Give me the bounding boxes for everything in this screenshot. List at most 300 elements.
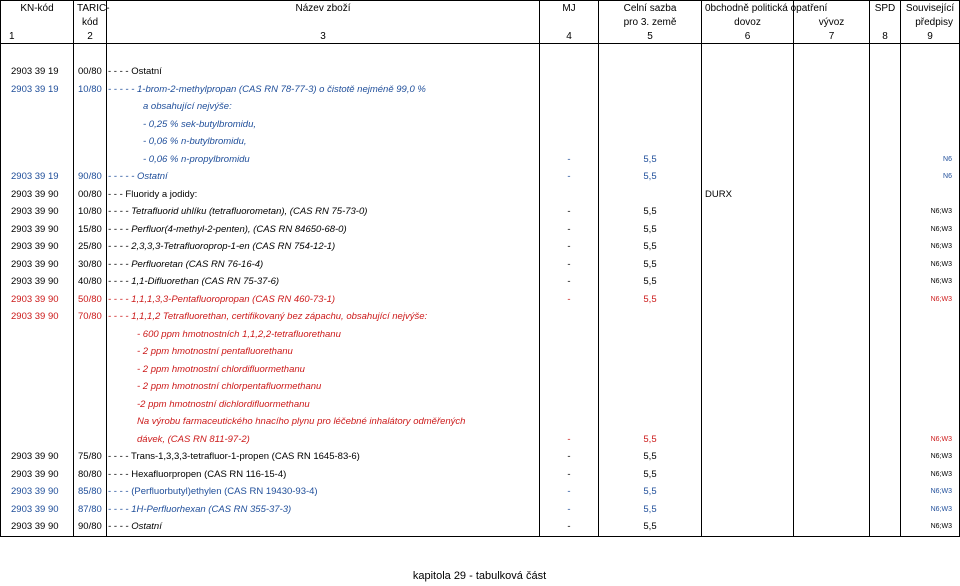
- spd-cell: [870, 256, 901, 274]
- table-row: [1, 396, 960, 414]
- description-cell: - 2 ppm hmotnostní pentafluorethanu: [107, 343, 540, 361]
- export-measure-cell: [794, 413, 870, 431]
- description-cell: -2 ppm hmotnostní dichlordifluormethanu: [107, 396, 540, 414]
- kn-code-cell: [1, 343, 74, 361]
- table-row: [1, 273, 960, 291]
- duty-rate-cell: 5,5: [599, 448, 702, 466]
- taric-code-cell: 00/80: [74, 186, 107, 204]
- table-row: [1, 186, 960, 204]
- taric-code-cell: 15/80: [74, 221, 107, 239]
- import-measure-cell: [702, 326, 794, 344]
- header-cell: Celní sazba: [599, 1, 702, 16]
- table-row: [1, 151, 960, 169]
- table-row: [1, 221, 960, 239]
- export-measure-cell: [794, 326, 870, 344]
- description-cell: a obsahující nejvýše:: [107, 98, 540, 116]
- table-row: [1, 81, 960, 99]
- import-measure-cell: [702, 151, 794, 169]
- unit-cell: [540, 98, 599, 116]
- table-row: [1, 133, 960, 151]
- taric-code-cell: 25/80: [74, 238, 107, 256]
- spd-cell: [870, 501, 901, 519]
- kn-code-cell: [1, 396, 74, 414]
- regulations-cell: N6;W3: [901, 483, 960, 501]
- duty-rate-cell: [599, 186, 702, 204]
- empty-cell: [901, 44, 960, 64]
- spd-cell: [870, 448, 901, 466]
- description-cell: - - - - 1,1-Difluorethan (CAS RN 75-37-6): [107, 273, 540, 291]
- taric-code-cell: 90/80: [74, 518, 107, 536]
- table-row: [1, 378, 960, 396]
- export-measure-cell: [794, 151, 870, 169]
- spd-cell: [870, 273, 901, 291]
- table-row: [1, 361, 960, 379]
- header-row-subtitles: [1, 15, 960, 29]
- description-cell: - - - - Tetrafluorid uhlíku (tetrafluorometan), (CAS RN 75-73-0): [107, 203, 540, 221]
- export-measure-cell: [794, 431, 870, 449]
- header-cell: [870, 15, 901, 29]
- kn-code-cell: [1, 98, 74, 116]
- export-measure-cell: [794, 378, 870, 396]
- unit-cell: [540, 81, 599, 99]
- header-cell: MJ: [540, 1, 599, 16]
- unit-cell: [540, 326, 599, 344]
- duty-rate-cell: 5,5: [599, 501, 702, 519]
- table-row: [1, 518, 960, 536]
- header-cell: 8: [870, 29, 901, 44]
- table-row: [1, 343, 960, 361]
- export-measure-cell: [794, 116, 870, 134]
- regulations-cell: [901, 116, 960, 134]
- kn-code-cell: 2903 39 90: [1, 291, 74, 309]
- spd-cell: [870, 466, 901, 484]
- export-measure-cell: [794, 448, 870, 466]
- unit-cell: -: [540, 483, 599, 501]
- header-cell: 6: [702, 29, 794, 44]
- taric-code-cell: 80/80: [74, 466, 107, 484]
- regulations-cell: [901, 308, 960, 326]
- duty-rate-cell: [599, 63, 702, 81]
- unit-cell: -: [540, 273, 599, 291]
- description-cell: - - - - Perfluor(4-methyl-2-penten), (CAS RN 84650-68-0): [107, 221, 540, 239]
- header-row-numbers: [1, 29, 960, 44]
- header-cell: 9: [901, 29, 960, 44]
- duty-rate-cell: 5,5: [599, 291, 702, 309]
- empty-cell: [1, 44, 74, 64]
- empty-cell: [870, 44, 901, 64]
- regulations-cell: N6;W3: [901, 221, 960, 239]
- regulations-cell: [901, 98, 960, 116]
- kn-code-cell: 2903 39 90: [1, 256, 74, 274]
- spd-cell: [870, 326, 901, 344]
- import-measure-cell: [702, 483, 794, 501]
- regulations-cell: [901, 378, 960, 396]
- header-cell: 2: [74, 29, 107, 44]
- taric-code-cell: 85/80: [74, 483, 107, 501]
- header-cell: SPD: [870, 1, 901, 16]
- spd-cell: [870, 186, 901, 204]
- duty-rate-cell: 5,5: [599, 483, 702, 501]
- regulations-cell: N6;W3: [901, 466, 960, 484]
- import-measure-cell: [702, 396, 794, 414]
- taric-code-cell: [74, 378, 107, 396]
- kn-code-cell: 2903 39 19: [1, 81, 74, 99]
- taric-code-cell: [74, 343, 107, 361]
- regulations-cell: [901, 63, 960, 81]
- regulations-cell: [901, 186, 960, 204]
- unit-cell: [540, 361, 599, 379]
- import-measure-cell: [702, 291, 794, 309]
- duty-rate-cell: [599, 116, 702, 134]
- export-measure-cell: [794, 308, 870, 326]
- unit-cell: -: [540, 431, 599, 449]
- taric-code-cell: 10/80: [74, 81, 107, 99]
- unit-cell: -: [540, 221, 599, 239]
- unit-cell: -: [540, 518, 599, 536]
- table-row: [1, 308, 960, 326]
- regulations-cell: N6: [901, 151, 960, 169]
- kn-code-cell: [1, 326, 74, 344]
- page-footer: kapitola 29 - tabulková část: [412, 570, 547, 582]
- empty-cell: [74, 44, 107, 64]
- spd-cell: [870, 518, 901, 536]
- duty-rate-cell: 5,5: [599, 256, 702, 274]
- duty-rate-cell: 5,5: [599, 518, 702, 536]
- table-row: [1, 448, 960, 466]
- spd-cell: [870, 378, 901, 396]
- duty-rate-cell: 5,5: [599, 238, 702, 256]
- taric-code-cell: [74, 396, 107, 414]
- description-cell: - 2 ppm hmotnostní chlorpentafluormethanu: [107, 378, 540, 396]
- duty-rate-cell: [599, 396, 702, 414]
- export-measure-cell: [794, 256, 870, 274]
- unit-cell: -: [540, 168, 599, 186]
- table-row: [1, 203, 960, 221]
- export-measure-cell: [794, 396, 870, 414]
- duty-rate-cell: [599, 133, 702, 151]
- duty-rate-cell: 5,5: [599, 151, 702, 169]
- duty-rate-cell: [599, 326, 702, 344]
- table-row: [1, 431, 960, 449]
- kn-code-cell: [1, 378, 74, 396]
- unit-cell: [540, 133, 599, 151]
- regulations-cell: [901, 396, 960, 414]
- description-cell: - - - - (Perfluorbutyl)ethylen (CAS RN 19430-93-4): [107, 483, 540, 501]
- description-cell: - - - - 1H-Perfluorhexan (CAS RN 355-37-3): [107, 501, 540, 519]
- header-cell: Název zboží: [107, 1, 540, 16]
- import-measure-cell: [702, 133, 794, 151]
- import-measure-cell: [702, 116, 794, 134]
- export-measure-cell: [794, 483, 870, 501]
- description-cell: - - - - - 1-brom-2-methylpropan (CAS RN 78-77-3) o čistotě nejméně 99,0 %: [107, 81, 540, 99]
- regulations-cell: N6;W3: [901, 291, 960, 309]
- regulations-cell: N6: [901, 168, 960, 186]
- import-measure-cell: [702, 63, 794, 81]
- duty-rate-cell: [599, 378, 702, 396]
- spd-cell: [870, 203, 901, 221]
- spd-cell: [870, 133, 901, 151]
- kn-code-cell: [1, 361, 74, 379]
- regulations-cell: [901, 326, 960, 344]
- header-cell: 0bchodně politická opatření: [702, 1, 794, 16]
- header-cell: 1: [1, 29, 74, 44]
- duty-rate-cell: [599, 343, 702, 361]
- export-measure-cell: [794, 98, 870, 116]
- export-measure-cell: [794, 343, 870, 361]
- duty-rate-cell: 5,5: [599, 221, 702, 239]
- description-cell: - - - - Ostatní: [107, 518, 540, 536]
- regulations-cell: N6;W3: [901, 501, 960, 519]
- description-cell: dávek, (CAS RN 811-97-2): [107, 431, 540, 449]
- header-cell: 3: [107, 29, 540, 44]
- description-cell: - - - Fluoridy a jodidy:: [107, 186, 540, 204]
- unit-cell: -: [540, 151, 599, 169]
- header-cell: 4: [540, 29, 599, 44]
- header-cell: TARIC-: [74, 1, 107, 16]
- unit-cell: -: [540, 448, 599, 466]
- regulations-cell: N6;W3: [901, 203, 960, 221]
- import-measure-cell: [702, 238, 794, 256]
- header-row-titles: [1, 1, 960, 16]
- import-measure-cell: [702, 378, 794, 396]
- duty-rate-cell: 5,5: [599, 168, 702, 186]
- export-measure-cell: [794, 186, 870, 204]
- description-cell: - - - - - Ostatní: [107, 168, 540, 186]
- header-cell: KN-kód: [1, 1, 74, 16]
- table-row: [1, 413, 960, 431]
- export-measure-cell: [794, 133, 870, 151]
- taric-code-cell: 87/80: [74, 501, 107, 519]
- header-cell: 7: [794, 29, 870, 44]
- unit-cell: -: [540, 203, 599, 221]
- export-measure-cell: [794, 291, 870, 309]
- unit-cell: -: [540, 291, 599, 309]
- duty-rate-cell: [599, 81, 702, 99]
- header-cell: [1, 15, 74, 29]
- taric-code-cell: 10/80: [74, 203, 107, 221]
- spd-cell: [870, 361, 901, 379]
- spd-cell: [870, 396, 901, 414]
- table-row: [1, 256, 960, 274]
- duty-rate-cell: [599, 308, 702, 326]
- regulations-cell: N6;W3: [901, 518, 960, 536]
- description-cell: - - - - 1,1,1,3,3-Pentafluoropropan (CAS RN 460-73-1): [107, 291, 540, 309]
- taric-code-cell: 00/80: [74, 63, 107, 81]
- spd-cell: [870, 63, 901, 81]
- import-measure-cell: [702, 273, 794, 291]
- description-cell: - - - - Trans-1,3,3,3-tetrafluor-1-propen (CAS RN 1645-83-6): [107, 448, 540, 466]
- export-measure-cell: [794, 466, 870, 484]
- description-cell: - - - - Perfluoretan (CAS RN 76-16-4): [107, 256, 540, 274]
- import-measure-cell: [702, 168, 794, 186]
- kn-code-cell: [1, 431, 74, 449]
- taric-code-cell: [74, 361, 107, 379]
- spd-cell: [870, 431, 901, 449]
- table-row: [1, 483, 960, 501]
- kn-code-cell: 2903 39 90: [1, 466, 74, 484]
- import-measure-cell: [702, 81, 794, 99]
- taric-code-cell: 75/80: [74, 448, 107, 466]
- regulations-cell: [901, 343, 960, 361]
- taric-code-cell: 30/80: [74, 256, 107, 274]
- taric-code-cell: [74, 413, 107, 431]
- import-measure-cell: [702, 501, 794, 519]
- export-measure-cell: [794, 168, 870, 186]
- description-cell: - - - - 1,1,1,2 Tetrafluorethan, certifikovaný bez zápachu, obsahující nejvýše:: [107, 308, 540, 326]
- spd-cell: [870, 116, 901, 134]
- table-row: [1, 98, 960, 116]
- import-measure-cell: DURX: [702, 186, 794, 204]
- unit-cell: -: [540, 466, 599, 484]
- taric-code-cell: [74, 151, 107, 169]
- kn-code-cell: [1, 116, 74, 134]
- import-measure-cell: [702, 413, 794, 431]
- table-row: [1, 116, 960, 134]
- regulations-cell: N6;W3: [901, 238, 960, 256]
- import-measure-cell: [702, 98, 794, 116]
- header-cell: Související: [901, 1, 960, 16]
- header-cell: kód: [74, 15, 107, 29]
- taric-code-cell: [74, 431, 107, 449]
- import-measure-cell: [702, 256, 794, 274]
- table-body: [1, 44, 960, 537]
- table-row: [1, 466, 960, 484]
- unit-cell: -: [540, 256, 599, 274]
- table-row: [1, 168, 960, 186]
- taric-code-cell: 90/80: [74, 168, 107, 186]
- spd-cell: [870, 151, 901, 169]
- import-measure-cell: [702, 308, 794, 326]
- export-measure-cell: [794, 273, 870, 291]
- header-cell: [107, 15, 540, 29]
- table-row: [1, 501, 960, 519]
- description-cell: - 0,25 % sek-butylbromidu,: [107, 116, 540, 134]
- export-measure-cell: [794, 501, 870, 519]
- regulations-cell: N6;W3: [901, 431, 960, 449]
- header-cell: [540, 15, 599, 29]
- taric-code-cell: [74, 98, 107, 116]
- unit-cell: [540, 186, 599, 204]
- kn-code-cell: [1, 133, 74, 151]
- import-measure-cell: [702, 203, 794, 221]
- taric-code-cell: 40/80: [74, 273, 107, 291]
- kn-code-cell: 2903 39 90: [1, 308, 74, 326]
- spd-cell: [870, 483, 901, 501]
- export-measure-cell: [794, 518, 870, 536]
- empty-cell: [107, 44, 540, 64]
- duty-rate-cell: [599, 413, 702, 431]
- unit-cell: [540, 116, 599, 134]
- description-cell: - - - - Ostatní: [107, 63, 540, 81]
- spd-cell: [870, 413, 901, 431]
- taric-code-cell: [74, 133, 107, 151]
- table-row: [1, 291, 960, 309]
- import-measure-cell: [702, 518, 794, 536]
- kn-code-cell: 2903 39 90: [1, 448, 74, 466]
- spd-cell: [870, 98, 901, 116]
- regulations-cell: [901, 81, 960, 99]
- regulations-cell: N6;W3: [901, 448, 960, 466]
- regulations-cell: [901, 361, 960, 379]
- unit-cell: [540, 308, 599, 326]
- spd-cell: [870, 343, 901, 361]
- unit-cell: [540, 343, 599, 361]
- import-measure-cell: [702, 448, 794, 466]
- header-cell: dovoz: [702, 15, 794, 29]
- spacer-row: [1, 44, 960, 64]
- unit-cell: [540, 396, 599, 414]
- empty-cell: [540, 44, 599, 64]
- unit-cell: -: [540, 501, 599, 519]
- import-measure-cell: [702, 431, 794, 449]
- description-cell: - - - - Hexafluorpropen (CAS RN 116-15-4): [107, 466, 540, 484]
- taric-code-cell: 50/80: [74, 291, 107, 309]
- regulations-cell: N6;W3: [901, 273, 960, 291]
- unit-cell: [540, 378, 599, 396]
- kn-code-cell: 2903 39 90: [1, 518, 74, 536]
- spd-cell: [870, 308, 901, 326]
- unit-cell: -: [540, 238, 599, 256]
- kn-code-cell: 2903 39 90: [1, 273, 74, 291]
- unit-cell: [540, 63, 599, 81]
- kn-code-cell: [1, 151, 74, 169]
- regulations-cell: [901, 133, 960, 151]
- kn-code-cell: [1, 413, 74, 431]
- duty-rate-cell: [599, 98, 702, 116]
- table-row: [1, 326, 960, 344]
- kn-code-cell: 2903 39 90: [1, 221, 74, 239]
- duty-rate-cell: 5,5: [599, 431, 702, 449]
- export-measure-cell: [794, 63, 870, 81]
- spd-cell: [870, 221, 901, 239]
- spd-cell: [870, 238, 901, 256]
- duty-rate-cell: 5,5: [599, 466, 702, 484]
- duty-rate-cell: 5,5: [599, 203, 702, 221]
- export-measure-cell: [794, 221, 870, 239]
- kn-code-cell: 2903 39 90: [1, 483, 74, 501]
- spd-cell: [870, 291, 901, 309]
- kn-code-cell: 2903 39 19: [1, 168, 74, 186]
- header-cell: vývoz: [794, 15, 870, 29]
- spd-cell: [870, 168, 901, 186]
- kn-code-cell: 2903 39 19: [1, 63, 74, 81]
- kn-code-cell: 2903 39 90: [1, 203, 74, 221]
- import-measure-cell: [702, 466, 794, 484]
- duty-rate-cell: [599, 361, 702, 379]
- table-row: [1, 238, 960, 256]
- export-measure-cell: [794, 238, 870, 256]
- description-cell: - - - - 2,3,3,3-Tetrafluoroprop-1-en (CAS RN 754-12-1): [107, 238, 540, 256]
- header-cell: předpisy: [901, 15, 960, 29]
- export-measure-cell: [794, 361, 870, 379]
- export-measure-cell: [794, 203, 870, 221]
- taric-code-cell: 70/80: [74, 308, 107, 326]
- duty-rate-cell: 5,5: [599, 273, 702, 291]
- spd-cell: [870, 81, 901, 99]
- regulations-cell: [901, 413, 960, 431]
- description-cell: - 0,06 % n-butylbromidu,: [107, 133, 540, 151]
- taric-code-cell: [74, 116, 107, 134]
- description-cell: - 0,06 % n-propylbromidu: [107, 151, 540, 169]
- table-row: [1, 63, 960, 81]
- description-cell: - 2 ppm hmotnostní chlordifluormethanu: [107, 361, 540, 379]
- table-header: [1, 1, 960, 44]
- unit-cell: [540, 413, 599, 431]
- description-cell: - 600 ppm hmotnostních 1,1,2,2-tetrafluorethanu: [107, 326, 540, 344]
- description-cell: Na výrobu farmaceutického hnacího plynu pro léčebné inhalátory odměřených: [107, 413, 540, 431]
- kn-code-cell: 2903 39 90: [1, 186, 74, 204]
- import-measure-cell: [702, 361, 794, 379]
